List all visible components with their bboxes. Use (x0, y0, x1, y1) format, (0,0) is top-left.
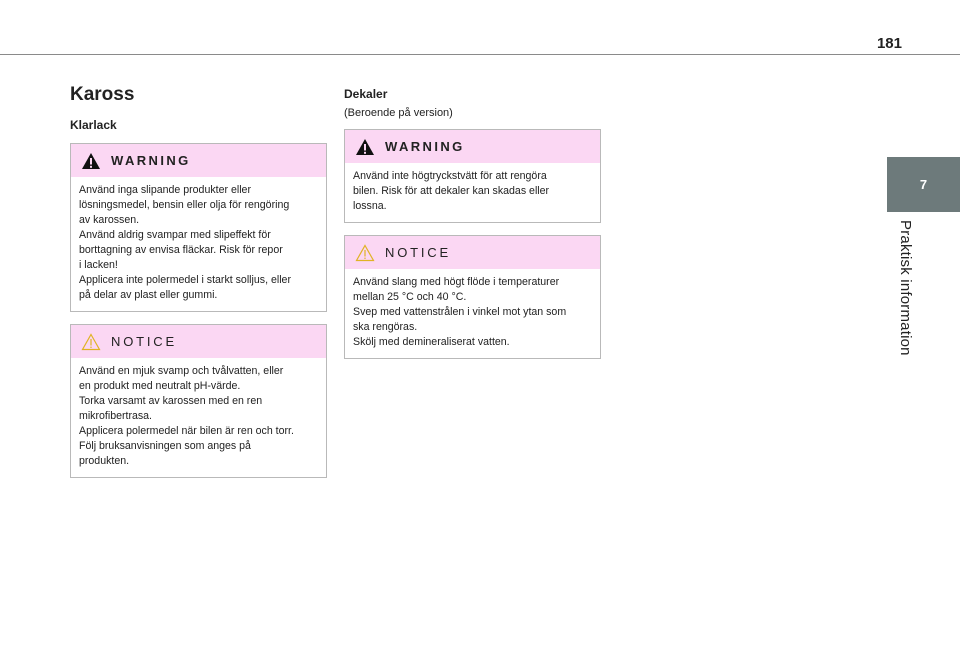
notice-header (345, 236, 600, 269)
warning-triangle-icon (81, 152, 101, 170)
text-line: Använd slang med högt flöde i temperaturer (353, 276, 560, 288)
text-line: produkten. (79, 455, 130, 467)
warning-triangle-icon (355, 138, 375, 156)
warning-label: WARNING (385, 139, 465, 154)
text-line: Använd aldrig svampar med slipeffekt för (79, 229, 271, 241)
section-title: Kaross (70, 84, 135, 105)
text-line: i lacken! (79, 259, 118, 271)
warning-text (345, 163, 600, 222)
warning-header (345, 130, 600, 163)
chapter-title: Praktisk information (897, 220, 914, 356)
notice-box-klarlack (70, 324, 327, 478)
text-line: av karossen. (79, 214, 140, 226)
text-line: bilen. Risk för att dekaler kan skadas eller (353, 185, 550, 197)
text-line: Applicera inte polermedel i starkt solljus, eller (79, 274, 291, 286)
warning-box-dekaler (344, 129, 601, 223)
notice-text (345, 269, 600, 358)
warning-text (71, 177, 326, 311)
notice-triangle-icon (355, 244, 375, 262)
text-line: en produkt med neutralt pH-värde. (79, 380, 241, 392)
text-line: ska rengöras. (353, 321, 418, 333)
notice-box-dekaler (344, 235, 601, 359)
text-line: borttagning av envisa fläckar. Risk för repor (79, 244, 283, 256)
subsection-title-dekaler: Dekaler (344, 87, 388, 101)
subsection-title-klarlack: Klarlack (70, 118, 117, 132)
notice-triangle-icon (81, 333, 101, 351)
text-line: lossna. (353, 200, 387, 212)
text-line: på delar av plast eller gummi. (79, 289, 218, 301)
text-line: lösningsmedel, bensin eller olja för rengöring (79, 199, 290, 211)
warning-header (71, 144, 326, 177)
text-line: Skölj med demineraliserat vatten. (353, 336, 510, 348)
notice-label: NOTICE (111, 334, 177, 349)
text-line: mikrofibertrasa. (79, 410, 152, 422)
text-line: Torka varsamt av karossen med en ren (79, 395, 263, 407)
header-rule (0, 54, 960, 55)
chapter-divider (887, 212, 960, 213)
right-column (344, 84, 601, 371)
chapter-tab[interactable]: 7 (887, 157, 960, 212)
text-line: mellan 25 °C och 40 °C. (353, 291, 467, 303)
text-line: Följ bruksanvisningen som anges på (79, 440, 251, 452)
text-line: Svep med vattenstrålen i vinkel mot ytan som (353, 306, 567, 318)
text-line: Använd inga slipande produkter eller (79, 184, 251, 196)
notice-label: NOTICE (385, 245, 451, 260)
text-line: Applicera polermedel när bilen är ren och torr. (79, 425, 294, 437)
notice-text (71, 358, 326, 477)
text-line: Använd en mjuk svamp och tvålvatten, eller (79, 365, 284, 377)
notice-header (71, 325, 326, 358)
warning-label: WARNING (111, 153, 191, 168)
text-line: Använd inte högtryckstvätt för att rengöra (353, 170, 547, 182)
version-note: (Beroende på version) (344, 107, 453, 119)
warning-box-klarlack (70, 143, 327, 312)
left-column (70, 84, 327, 490)
page-number: 181 (876, 35, 902, 52)
